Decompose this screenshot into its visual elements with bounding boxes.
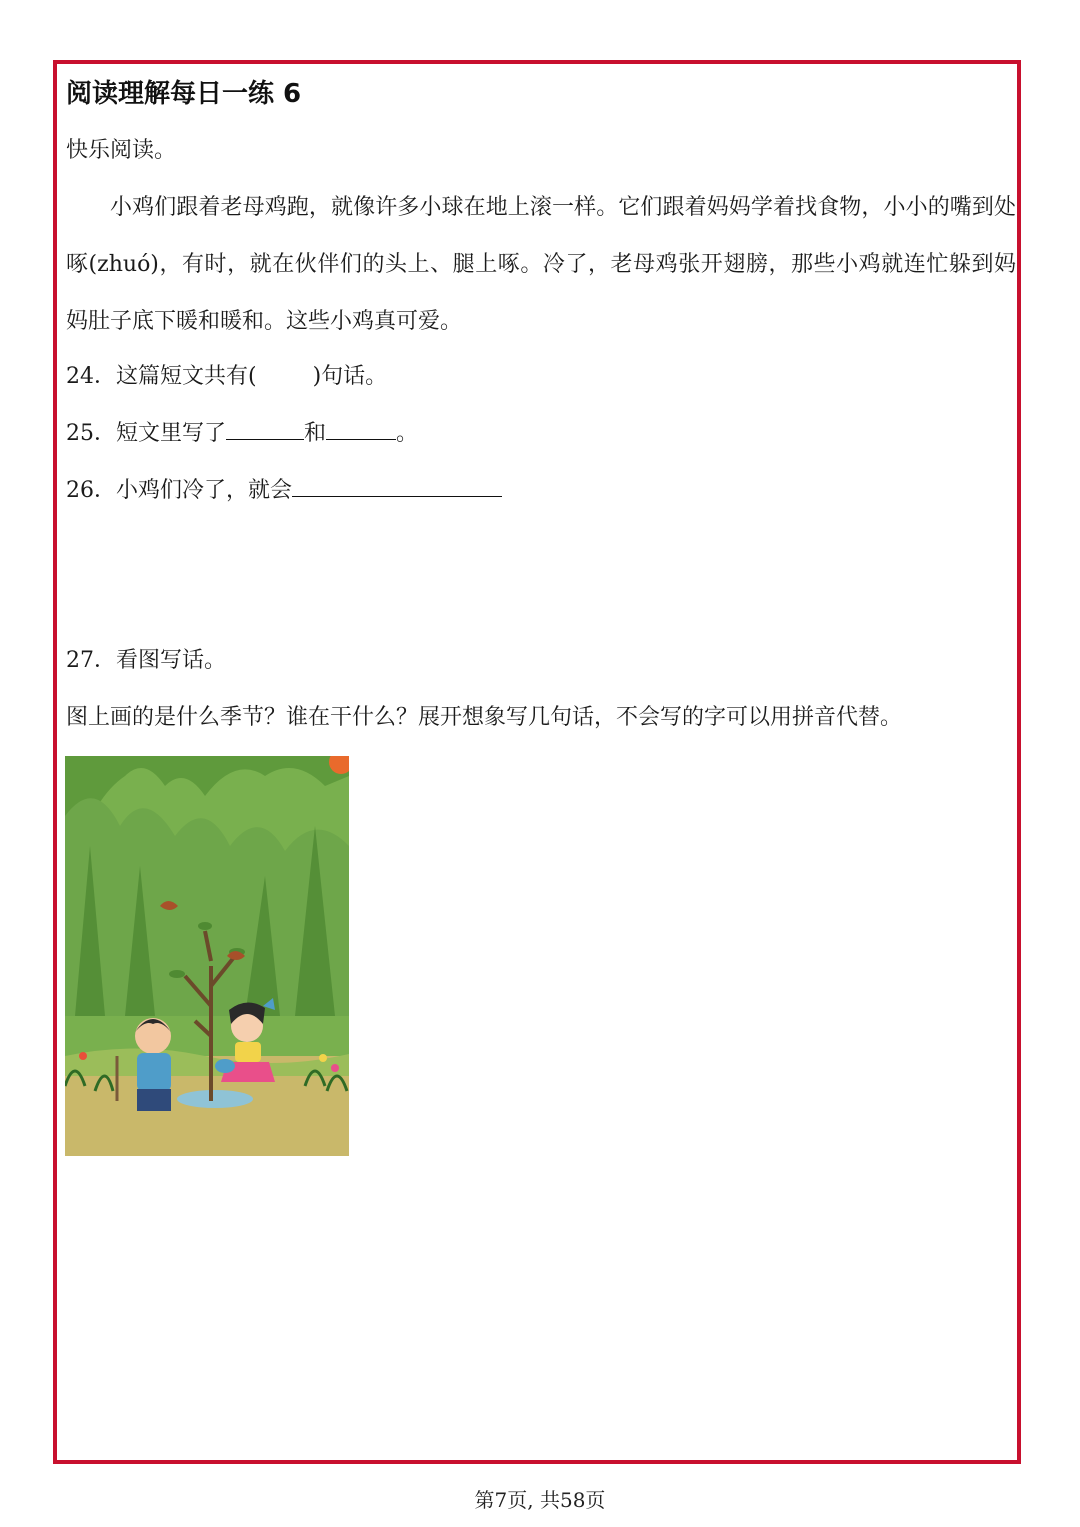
question-25 bbox=[66, 417, 418, 450]
question-26 bbox=[66, 474, 502, 507]
question-number: 24． bbox=[66, 364, 116, 389]
question-text: 和 bbox=[304, 421, 327, 446]
writing-prompt: 图上画的是什么季节？谁在干什么？展开想象写几句话，不会写的字可以用拼音代替。 bbox=[66, 705, 903, 730]
answer-blank[interactable] bbox=[326, 417, 396, 440]
spring-tree-planting-illustration bbox=[65, 756, 349, 1156]
question-24 bbox=[66, 361, 387, 393]
question-27 bbox=[66, 645, 226, 677]
reading-instruction: 快乐阅读。 bbox=[66, 138, 177, 163]
answer-blank[interactable] bbox=[292, 474, 502, 497]
worksheet-title: 阅读理解每日一练 6 bbox=[66, 79, 302, 109]
question-number: 26． bbox=[66, 478, 116, 503]
question-text: 小鸡们冷了，就会 bbox=[116, 478, 293, 503]
question-text: 短文里写了 bbox=[116, 421, 227, 446]
illustration-svg bbox=[65, 756, 349, 1156]
answer-blank[interactable] bbox=[226, 417, 304, 440]
question-number: 27． bbox=[66, 648, 116, 673]
question-text: 看图写话。 bbox=[116, 648, 227, 673]
page-number-footer: 第7页, 共58页 bbox=[474, 1488, 606, 1512]
reading-passage: 小鸡们跟着老母鸡跑，就像许多小球在地上滚一样。它们跟着妈妈学着找食物，小小的嘴到处啄(zhuó)，有时，就在伙伴们的头上、腿上啄。冷了，老母鸡张开翅膀，那些小鸡就连忙躲到妈妈肚子底下暖和暖和。这些小鸡真可爱。 bbox=[66, 195, 1016, 334]
question-number: 25． bbox=[66, 421, 116, 446]
question-text: 这篇短文共有( bbox=[116, 364, 257, 389]
question-text: )句话。 bbox=[312, 364, 388, 389]
question-text: 。 bbox=[396, 421, 419, 446]
